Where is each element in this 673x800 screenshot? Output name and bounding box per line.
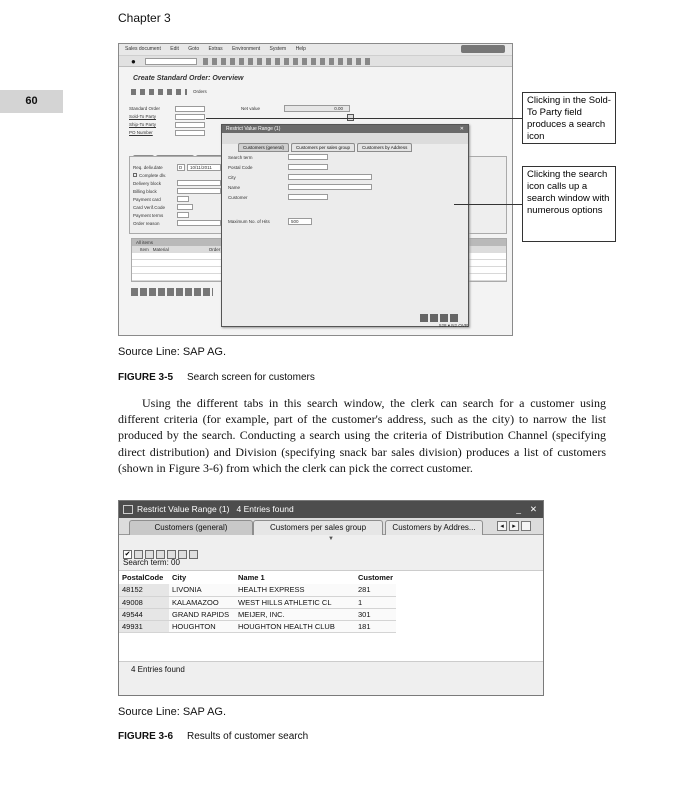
callout-sold-to-party — [522, 92, 616, 144]
dialog-title-bar — [222, 125, 468, 133]
po-number-input[interactable] — [175, 130, 205, 136]
dialog-tab-customers-general[interactable]: Customers (general) — [238, 143, 289, 152]
cell-name: HOUGHTON HEALTH CLUB — [235, 620, 355, 632]
results-table — [119, 571, 396, 633]
table-row[interactable] — [119, 584, 396, 596]
cell-postal-code: 49931 — [119, 620, 169, 632]
req-deliv-prefix[interactable]: D — [177, 164, 185, 171]
req-deliv-date-label: Req. deliv.date — [133, 165, 163, 170]
customer-input[interactable] — [288, 194, 328, 200]
callout-line-1 — [206, 118, 522, 119]
col-postal-code[interactable]: PostalCode — [122, 573, 164, 582]
close-icon[interactable]: ✕ — [529, 504, 537, 514]
col-item: Item — [140, 247, 149, 252]
dialog-tab-customers-by-address[interactable]: Customers by Address — [357, 143, 412, 152]
sales-fields — [133, 165, 233, 231]
tab-customers-by-address[interactable]: Customers by Addres... — [385, 520, 483, 535]
tab-customers-general[interactable]: Customers (general) — [129, 520, 253, 535]
toolbar-icons[interactable] — [203, 58, 373, 65]
cell-city: KALAMAZOO — [169, 596, 235, 608]
req-deliv-date-input[interactable]: 10/11/2011 — [187, 164, 221, 171]
orders-button[interactable]: Orders — [193, 89, 207, 94]
callout-search-icon — [522, 166, 616, 242]
cell-customer: 1 — [355, 596, 396, 608]
order-reason-label: Order reason — [133, 221, 160, 226]
figure-3-6-screenshot — [118, 500, 544, 696]
menu-item-goto[interactable]: Goto — [188, 46, 200, 52]
cell-name: WEST HILLS ATHLETIC CL — [235, 596, 355, 608]
figure-3-5-caption — [118, 372, 315, 383]
menu-item-help[interactable]: Help — [295, 46, 306, 52]
minimize-icon[interactable]: _ — [516, 504, 521, 514]
payment-card-label: Payment card — [133, 197, 161, 202]
figure-3-5-label: FIGURE 3-5 — [118, 372, 174, 383]
results-footer — [119, 662, 543, 678]
postal-code-label: Postal Code — [228, 165, 253, 170]
tab-list-icon[interactable] — [521, 521, 531, 531]
results-title: Restrict Value Range (1) — [137, 504, 230, 514]
command-field[interactable] — [145, 58, 197, 65]
ship-to-party-input[interactable] — [175, 122, 205, 128]
screen-title: Create Standard Order: Overview — [133, 75, 244, 82]
window-controls[interactable] — [461, 45, 505, 53]
menu-item-sales-document[interactable]: Sales document — [125, 46, 161, 52]
cell-customer: 281 — [355, 584, 396, 596]
dialog-tab-strip — [222, 133, 468, 150]
body-paragraph: Using the different tabs in this search window, the clerk can search for a customer using different criteria (for example, part of the customer's address, such as the city) to narrow the list produced by the search. Conducting a search using the criteria of Distribution Channel (specifying direct distribution) and Division (specifying snack bar sales division) produces a list of customers (shown in Figure 3-6) from which the clerk can pick the correct customer. — [118, 396, 606, 475]
billing-block-label: Billing block — [133, 189, 157, 194]
tab-customers-per-sales-group[interactable]: Customers per sales group — [253, 520, 383, 535]
standard-order-label: Standard Order — [129, 106, 161, 111]
dialog-close-icon[interactable]: ✕ — [459, 126, 464, 132]
delivery-block-input[interactable] — [177, 180, 221, 186]
figure-3-5-caption-text: Search screen for customers — [187, 372, 315, 383]
search-term-readout: Search term: 00 — [123, 558, 180, 567]
table-row[interactable] — [119, 620, 396, 632]
search-term-label: Search term — [228, 155, 253, 160]
cell-city: HOUGHTON — [169, 620, 235, 632]
cell-city: GRAND RAPIDS — [169, 608, 235, 620]
status-session: 528 — [439, 323, 447, 328]
name-input[interactable] — [288, 184, 372, 190]
sap-standard-toolbar — [119, 55, 512, 67]
status-mode: OVR — [458, 323, 469, 328]
payment-terms-label: Payment terms — [133, 213, 164, 218]
cell-customer: 181 — [355, 620, 396, 632]
name-label: Name — [228, 185, 241, 190]
sold-to-party-input[interactable] — [175, 114, 205, 120]
menu-item-extras[interactable]: Extras — [208, 46, 223, 52]
menu-item-system[interactable]: System — [269, 46, 287, 52]
dialog-title: Restrict Value Range (1) — [226, 126, 281, 132]
cell-postal-code: 49008 — [119, 596, 169, 608]
callout-search-icon-text: Clicking the search icon calls up a search window with numerous options — [527, 169, 610, 216]
dialog-search-fields — [228, 155, 464, 235]
sold-to-party-label: Sold-To Party — [129, 114, 157, 119]
figure-3-5-source: Source Line: SAP AG. — [118, 346, 227, 358]
table-row[interactable] — [119, 596, 396, 608]
chapter-heading: Chapter 3 — [118, 11, 171, 25]
tab-scroll-left-icon[interactable]: ◂ — [497, 521, 507, 531]
cell-postal-code: 48152 — [119, 584, 169, 596]
results-grid — [119, 570, 543, 662]
card-verif-code-input[interactable] — [177, 204, 193, 210]
cell-name: HEALTH EXPRESS — [235, 584, 355, 596]
figure-3-5-screenshot — [118, 43, 513, 336]
max-hits-label: Maximum No. of Hits — [228, 219, 270, 224]
po-number-label: PO Number — [129, 130, 153, 135]
cell-name: MEIJER, INC. — [235, 608, 355, 620]
dialog-tab-customers-per-sales-group[interactable]: Customers per sales group — [291, 143, 355, 152]
customer-label: Customer — [228, 195, 248, 200]
cell-customer: 301 — [355, 608, 396, 620]
enter-icon[interactable]: ● — [131, 57, 136, 66]
tab-scroll-right-icon[interactable]: ▸ — [509, 521, 519, 531]
col-city[interactable]: City — [172, 573, 187, 582]
window-icon — [123, 505, 133, 514]
search-term-input[interactable] — [288, 154, 328, 160]
callout-line-2 — [454, 204, 522, 205]
figure-3-6-caption — [118, 731, 308, 742]
table-row[interactable] — [119, 608, 396, 620]
card-verif-code-label: Card Verif.Code — [133, 205, 166, 210]
collapse-bar[interactable]: ▼ — [119, 535, 543, 544]
net-value-field — [284, 105, 350, 112]
all-items-header: All items — [132, 239, 506, 246]
figure-3-6-caption-text: Results of customer search — [187, 731, 309, 742]
net-value-amount: 0.00 — [334, 106, 343, 111]
payment-terms-input[interactable] — [177, 212, 189, 218]
results-tab-strip — [119, 518, 543, 535]
results-toolbar — [119, 544, 543, 558]
ship-to-party-label: Ship-To Party — [129, 122, 157, 127]
net-value-label: Net value — [241, 106, 261, 111]
col-material: Material — [152, 247, 169, 252]
max-hits-input[interactable]: 500 — [288, 218, 312, 225]
standard-order-input[interactable] — [175, 106, 205, 112]
billing-block-input[interactable] — [177, 188, 221, 194]
sap-menu-bar — [119, 44, 512, 55]
app-toolbar-icons[interactable] — [131, 89, 187, 95]
payment-card-input[interactable] — [177, 196, 189, 202]
delivery-block-label: Delivery block — [133, 181, 162, 186]
item-table-buttons[interactable] — [131, 288, 213, 296]
results-header-row — [119, 571, 396, 584]
status-server: N2 — [451, 323, 458, 328]
complete-dlv-text: Complete dlv. — [139, 173, 167, 178]
results-title-bar — [119, 501, 543, 518]
col-customer[interactable]: Customer — [358, 573, 394, 582]
col-name[interactable]: Name 1 — [238, 573, 265, 582]
page-number-tab: 60 — [0, 90, 63, 113]
dialog-action-buttons[interactable] — [420, 314, 460, 322]
complete-dlv-checkbox[interactable] — [133, 173, 137, 177]
application-toolbar — [131, 88, 241, 97]
export-icon[interactable] — [189, 550, 198, 559]
col-order: Order — [208, 247, 221, 252]
figure-3-6-label: FIGURE 3-6 — [118, 731, 174, 742]
menu-item-environment[interactable]: Environment — [232, 46, 261, 52]
city-input[interactable] — [288, 174, 372, 180]
status-bar: 528 ▾ N2 OVR — [439, 323, 469, 328]
order-reason-input[interactable] — [177, 220, 221, 226]
cell-postal-code: 49544 — [119, 608, 169, 620]
cell-city: LIVONIA — [169, 584, 235, 596]
postal-code-input[interactable] — [288, 164, 328, 170]
menu-item-edit[interactable]: Edit — [170, 46, 179, 52]
restrict-value-range-dialog — [221, 124, 469, 327]
complete-dlv-label — [133, 173, 166, 178]
city-label: City — [228, 175, 236, 180]
accept-icon[interactable]: ✔ — [124, 551, 131, 559]
results-title-count: 4 Entries found — [236, 504, 294, 514]
figure-3-6-source: Source Line: SAP AG. — [118, 706, 227, 718]
callout-sold-to-party-text: Clicking in the Sold-To Party field produces a search icon — [527, 95, 611, 142]
results-footer-count: 4 Entries found — [131, 665, 185, 674]
